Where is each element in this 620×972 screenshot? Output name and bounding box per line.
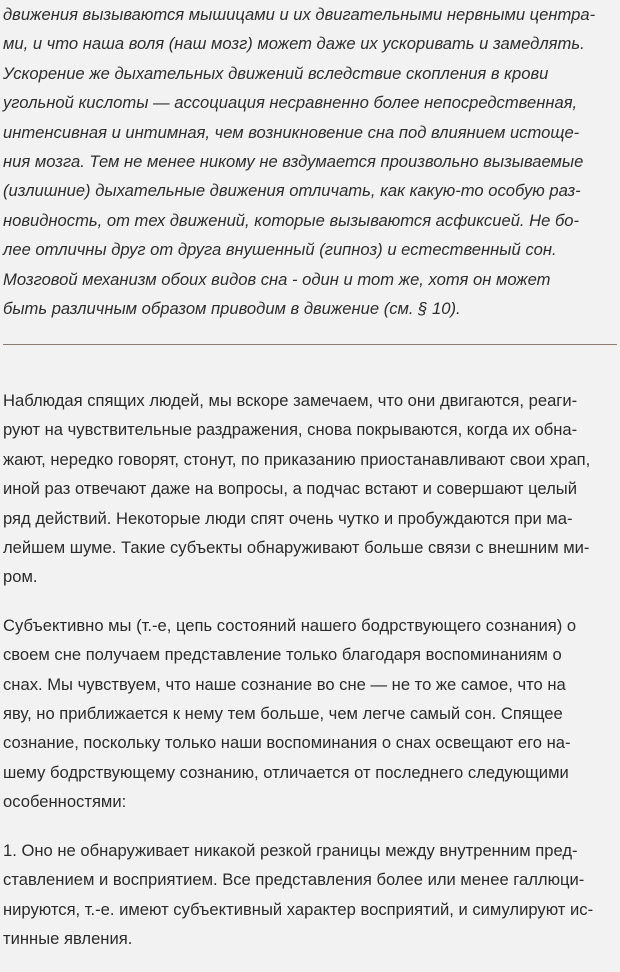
text-line: иной раз отвечают даже на вопросы, а подчас встают и совершают целый: [3, 479, 577, 499]
paragraph-subjective-consciousness: [3, 611, 613, 817]
text-line: ряд действий. Некоторые люди спят очень чутко и пробуждаются при ма-: [3, 508, 573, 528]
text-line: руют на чувствительные раздражения, снова покрываются, когда их обна-: [3, 420, 578, 440]
text-line: особенностями:: [3, 792, 127, 812]
text-line: ставлением и восприятием. Все представления более или менее галлюци-: [3, 870, 585, 890]
quote-line: угольной кислоты — ассоциация несравненно более непосредственная,: [3, 93, 578, 113]
text-line: своем сне получаем представление только благодаря воспоминаниям о: [3, 645, 562, 665]
quote-line: ния мозга. Тем не менее никому не вздумается произвольно вызываемые: [3, 152, 584, 172]
text-line: шему бодрствующему сознанию, отличается от последнего следующими: [3, 762, 569, 782]
quote-line: новидность, от тех движений, которые вызываются асфиксией. Не бо-: [3, 210, 580, 230]
text-line: снах. Мы чувствуем, что наше сознание во сне — не то же самое, что на: [3, 674, 566, 694]
quote-line: интенсивная и интимная, чем возникновение сна под влиянием истоще-: [3, 122, 580, 142]
paragraph-observing-sleepers: [3, 386, 613, 592]
quote-line: быть различным образом приводим в движение (см. § 10).: [3, 299, 461, 319]
text-line: ром.: [3, 567, 38, 587]
quote-line: (излишние) дыхательные движения отличать, как какую-то особую раз-: [3, 181, 581, 201]
paragraph-item-1: [3, 836, 613, 954]
text-line: лейшем шуме. Такие субъекты обнаруживают больше связи с внешним ми-: [3, 538, 590, 558]
text-line: сознание, поскольку только наши воспоминания о снах освещают его на-: [3, 733, 571, 753]
text-line: жают, нередко говорят, стонут, по приказанию приостанавливают свои храп,: [3, 449, 591, 469]
quote-line: Мозговой механизм обоих видов сна - один и тот же, хотя он может: [3, 269, 551, 289]
quote-line: Ускорение же дыхательных движений вследствие скопления в крови: [3, 63, 549, 83]
body-text: [3, 386, 613, 972]
text-line: яву, но приближается к нему тем больше, чем легче самый сон. Спящее: [3, 704, 563, 724]
quote-line: ми, и что наша воля (наш мозг) может даже их ускоривать и замедлять.: [3, 34, 585, 54]
quoted-passage: [3, 0, 610, 323]
quote-line: лее отличны друг от друга внушенный (гипноз) и естественный сон.: [3, 240, 557, 260]
text-line: нируются, т.-е. имеют субъективный характер восприятий, и симулируют ис-: [3, 899, 594, 919]
text-line: Наблюдая спящих людей, мы вскоре замечаем, что они двигаются, реаги-: [3, 391, 578, 410]
section-divider: [3, 344, 617, 345]
text-line: тинные явления.: [3, 928, 133, 948]
quote-line: движения вызываются мышицами и их двигательными нервными центра-: [3, 5, 596, 24]
text-line: Субъективно мы (т.-е, цепь состояний нашего бодрствующего сознания) о: [3, 615, 577, 635]
text-line: 1. Оно не обнаруживает никакой резкой границы между внутренним пред-: [3, 840, 578, 860]
